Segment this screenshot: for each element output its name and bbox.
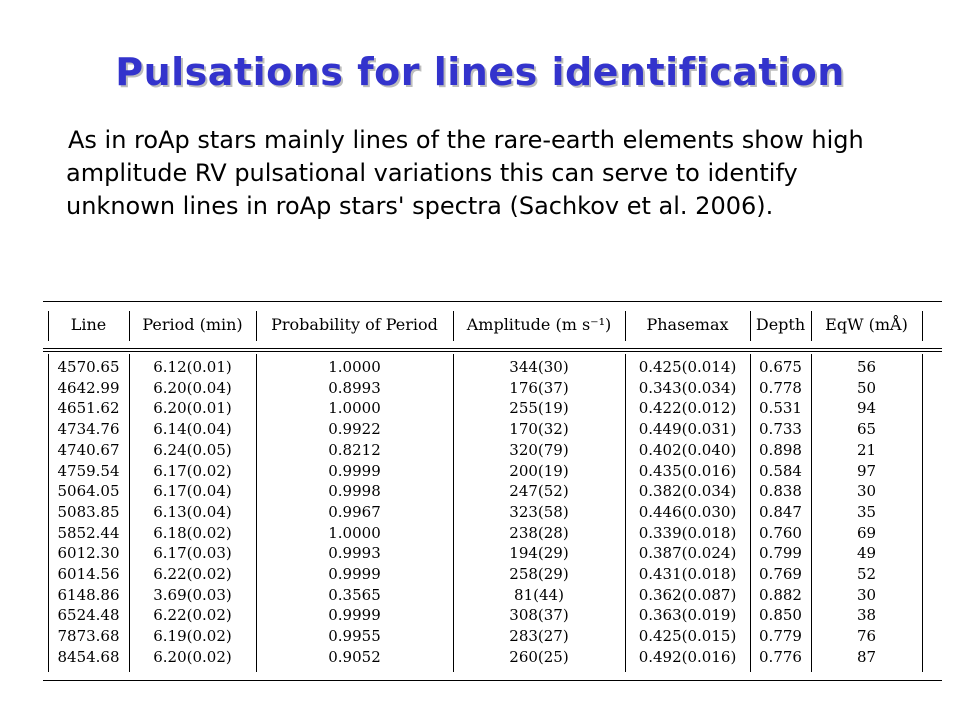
body-column-rule [922,354,923,672]
table-cell: 5083.85 [57,503,120,521]
table-cell: 5064.05 [57,482,120,500]
table-cell: 4759.54 [57,462,120,480]
table-cell: 0.343(0.034) [638,379,737,397]
table-cell: 3.69(0.03) [153,586,232,604]
intro-paragraph: As in roAp stars mainly lines of the rare-earth elements show high amplitude RV pulsational variations this can serve to identify unknown lines in roAp stars' spectra (Sachkov et al. 2006). [66,126,864,220]
table-cell: 0.9999 [328,462,381,480]
column-header: EqW (mÅ) [825,315,908,334]
table-cell: 0.8212 [328,441,381,459]
table-cell: 0.9922 [328,420,381,438]
table-header-rule-2 [43,351,942,352]
table-cell: 0.9967 [328,503,381,521]
table-cell: 0.850 [759,606,802,624]
table-cell: 0.363(0.019) [638,606,737,624]
table-cell: 6012.30 [57,544,120,562]
table-cell: 258(29) [509,565,569,583]
table-cell: 0.402(0.040) [638,441,737,459]
table-cell: 49 [856,544,877,562]
table-cell: 1.0000 [328,524,381,542]
table-cell: 6.22(0.02) [153,606,232,624]
table-cell: 38 [856,606,877,624]
table-cell: 1.0000 [328,399,381,417]
table-cell: 1.0000 [328,358,381,376]
table-cell: 6.22(0.02) [153,565,232,583]
table-cell: 320(79) [509,441,569,459]
table-cell: 260(25) [509,648,569,666]
table-cell: 200(19) [509,462,569,480]
table-cell: 0.776 [759,648,802,666]
table-cell: 0.9993 [328,544,381,562]
table-cell: 6.12(0.01) [153,358,232,376]
table-cell: 6.17(0.02) [153,462,232,480]
table-cell: 50 [856,379,877,397]
table-cell: 4651.62 [57,399,120,417]
data-table [43,301,942,681]
table-cell: 0.8993 [328,379,381,397]
table-cell: 170(32) [509,420,569,438]
table-cell: 6148.86 [57,586,120,604]
table-cell: 5852.44 [57,524,120,542]
table-cell: 0.9955 [328,627,381,645]
table-bottom-rule [43,680,942,681]
table-cell: 65 [856,420,877,438]
table-cell: 94 [856,399,877,417]
table-cell: 0.847 [759,503,802,521]
table-cell: 176(37) [509,379,569,397]
table-cell: 0.431(0.018) [638,565,737,583]
table-cell: 52 [856,565,877,583]
column-header: Period (min) [142,315,243,334]
table-cell: 0.425(0.015) [638,627,737,645]
table-cell: 0.362(0.087) [638,586,737,604]
table-cell: 4570.65 [57,358,120,376]
table-cell: 0.339(0.018) [638,524,737,542]
table-cell: 6.13(0.04) [153,503,232,521]
table-cell: 0.422(0.012) [638,399,737,417]
table-cell: 0.449(0.031) [638,420,737,438]
table-cell: 0.779 [759,627,802,645]
table-cell: 0.387(0.024) [638,544,737,562]
column-header: Amplitude (m s⁻¹) [466,315,612,334]
table-cell: 0.382(0.034) [638,482,737,500]
table-cell: 4642.99 [57,379,120,397]
table-cell: 344(30) [509,358,569,376]
table-cell: 0.675 [759,358,802,376]
table-cell: 56 [856,358,877,376]
table-cell: 0.9052 [328,648,381,666]
table-cell: 6.18(0.02) [153,524,232,542]
table-cell: 7873.68 [57,627,120,645]
table-cell: 0.760 [759,524,802,542]
table-cell: 4740.67 [57,441,120,459]
table-cell: 0.492(0.016) [638,648,737,666]
table-cell: 0.799 [759,544,802,562]
table-cell: 69 [856,524,877,542]
table-cell: 323(58) [509,503,569,521]
table-cell: 0.425(0.014) [638,358,737,376]
table-cell: 21 [856,441,877,459]
table-cell: 6.24(0.05) [153,441,232,459]
column-header: Phasemax [646,315,729,334]
table-cell: 194(29) [509,544,569,562]
table-cell: 0.584 [759,462,802,480]
slide-title: Pulsations for lines identification [115,50,845,94]
table-cell: 0.769 [759,565,802,583]
table-cell: 30 [856,482,877,500]
table-cell: 6524.48 [57,606,120,624]
table-cell: 0.9999 [328,565,381,583]
table-cell: 255(19) [509,399,569,417]
table-cell: 6.17(0.03) [153,544,232,562]
table-top-rule [43,301,942,302]
table-cell: 283(27) [509,627,569,645]
table-cell: 0.435(0.016) [638,462,737,480]
table-cell: 76 [856,627,877,645]
table-cell: 0.446(0.030) [638,503,737,521]
table-cell: 0.838 [759,482,802,500]
table-cell: 6.20(0.01) [153,399,232,417]
table-cell: 6.20(0.02) [153,648,232,666]
column-header: Line [70,315,107,334]
table-cell: 8454.68 [57,648,120,666]
table-cell: 30 [856,586,877,604]
table-cell: 81(44) [514,586,564,604]
table-cell: 4734.76 [57,420,120,438]
table-cell: 238(28) [509,524,569,542]
table-cell: 0.882 [759,586,802,604]
table-cell: 6.20(0.04) [153,379,232,397]
table-cell: 97 [856,462,877,480]
table-cell: 0.9999 [328,606,381,624]
table-cell: 6.19(0.02) [153,627,232,645]
table-cell: 0.898 [759,441,802,459]
column-header: Depth [755,315,806,334]
table-cell: 6.14(0.04) [153,420,232,438]
table-cell: 0.778 [759,379,802,397]
table-cell: 0.733 [759,420,802,438]
table-cell: 6.17(0.04) [153,482,232,500]
table-header-rule-1 [43,348,942,349]
table-cell: 247(52) [509,482,569,500]
table-cell: 0.9998 [328,482,381,500]
table-cell: 0.3565 [328,586,381,604]
table-cell: 87 [856,648,877,666]
table-cell: 308(37) [509,606,569,624]
table-cell: 35 [856,503,877,521]
column-header: Probability of Period [271,315,438,334]
header-column-rule [922,311,923,341]
table-cell: 6014.56 [57,565,120,583]
table-cell: 0.531 [759,399,802,417]
